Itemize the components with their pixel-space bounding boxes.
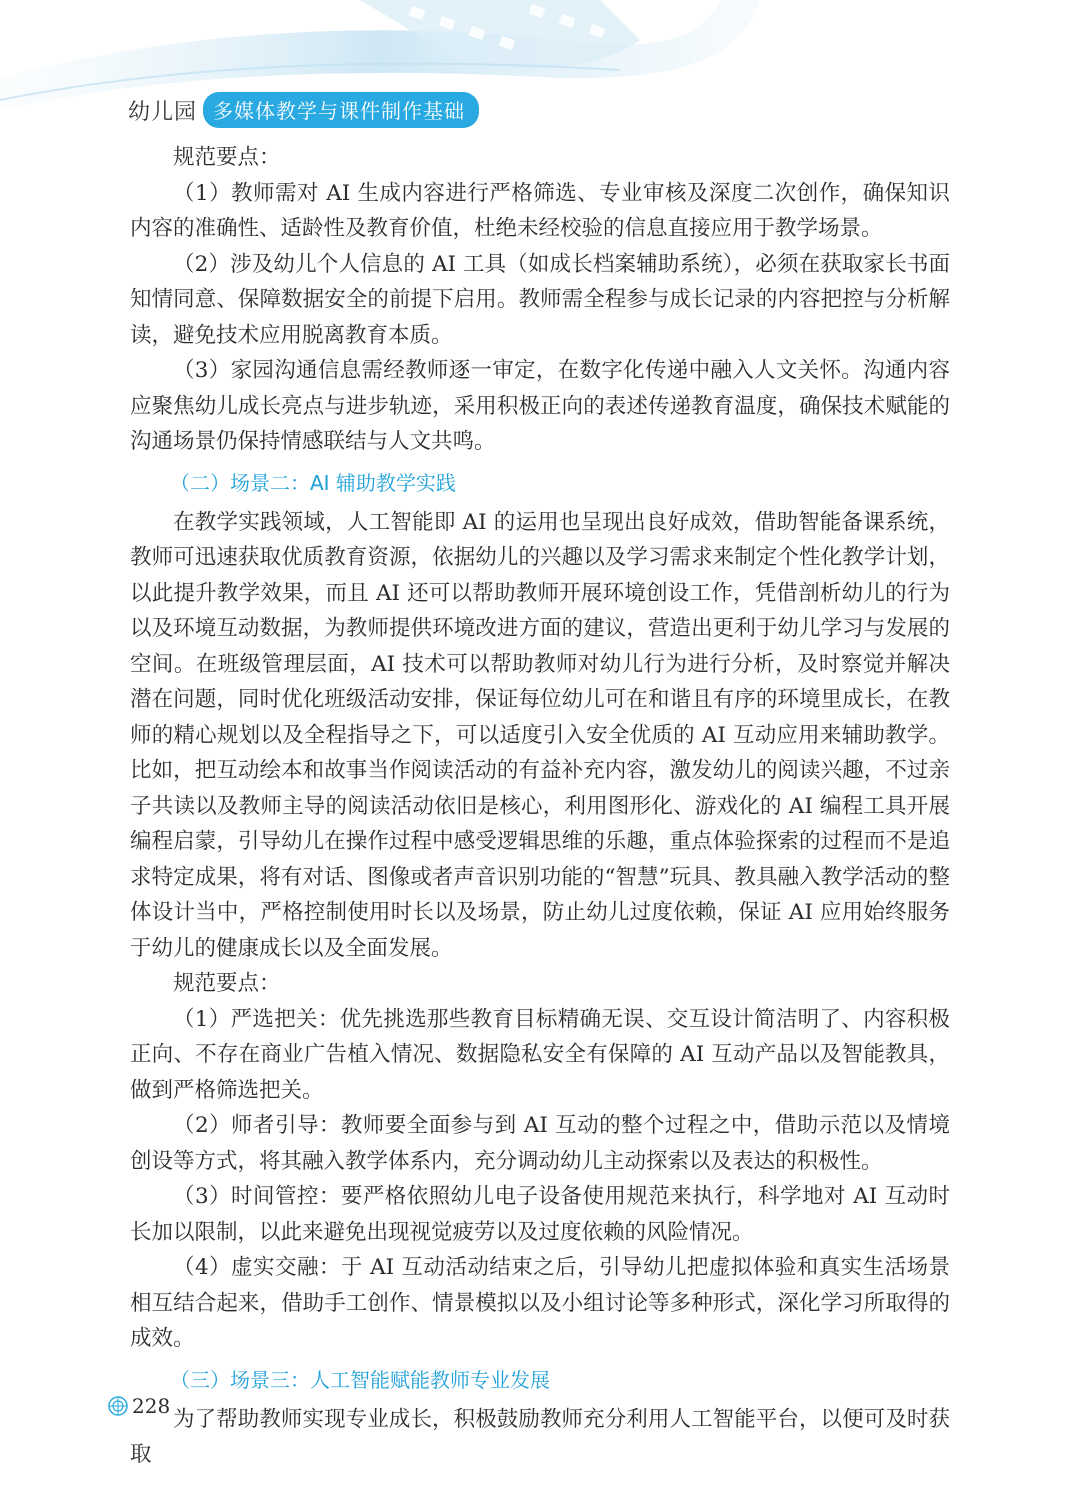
body-paragraph: （3）时间管控：要严格依照幼儿电子设备使用规范来执行，科学地对 AI 互动时长加以限制，以此来避免出现视觉疲劳以及过度依赖的风险情况。 [130,1184,950,1245]
page-footer [108,1394,170,1418]
body-paragraph: （2）师者引导：教师要全面参与到 AI 互动的整个过程之中，借助示范以及情境创设等方式，将其融入教学体系内，充分调动幼儿主动探索以及表达的积极性。 [130,1113,950,1174]
key-points-label: 规范要点： [173,145,281,170]
body-paragraph: （3）家园沟通信息需经教师逐一审定，在数字化传递中融入人文关怀。沟通内容应聚焦幼儿成长亮点与进步轨迹，采用积极正向的表述传递教育温度，确保技术赋能的沟通场景仍保持情感联结与人文共鸣。 [130,358,950,454]
section-heading: （三）场景三：人工智能赋能教师专业发展 [170,1367,550,1392]
body-paragraph: （1）教师需对 AI 生成内容进行严格筛选、专业审核及深度二次创作，确保知识内容的准确性、适龄性及教育价值，杜绝未经校验的信息直接应用于教学场景。 [130,180,950,241]
body-paragraph: 在教学实践领域，人工智能即 AI 的运用也呈现出良好成效，借助智能备课系统，教师可迅速获取优质教育资源，依据幼儿的兴趣以及学习需求来制定个性化教学计划，以此提升教学效果，而且 AI 还可以帮助教师开展环境创设工作，凭借剖析幼儿的行为以及环境互动数据，为教师提供环境改进方面的建议，营造出更利于幼儿学习与发展的空间。在班级管理层面，AI 技术可以帮助教师对幼儿行为进行分析，及时察觉并解决潜在问题，同时优化班级活动安排，保证每位幼儿可在和谐且有序的环境里成长，在教师的精心规划以及全程指导之下，可以适度引入安全优质的 AI 互动应用来辅助教学。比如，把互动绘本和故事当作阅读活动的有益补充内容，激发幼儿的阅读兴趣，不过亲子共读以及教师主导的阅读活动依旧是核心，利用图形化、游戏化的 AI 编程工具开展编程启蒙，引导幼儿在操作过程中感受逻辑思维的乐趣，重点体验探索的过程而不是追求特定成果，将有对话、图像或者声音识别功能的“智慧”玩具、教具融入教学活动的整体设计当中，严格控制使用时长以及场景，防止幼儿过度依赖，保证 AI 应用始终服务于幼儿的健康成长以及全面发展。 [130,509,950,961]
page-number: 228 [132,1394,171,1418]
page-ornament-icon [108,1396,128,1416]
body-paragraph: 为了帮助教师实现专业成长，积极鼓励教师充分利用人工智能平台，以便可及时获取 [130,1406,950,1467]
running-header [128,92,479,128]
section-heading: （二）场景二：AI 辅助教学实践 [170,470,456,495]
body-paragraph: （1）严选把关：优先挑选那些教育目标精确无误、交互设计简洁明了、内容积极正向、不存在商业广告植入情况、数据隐私安全有保障的 AI 互动产品以及智能教具，做到严格筛选把关。 [130,1006,950,1103]
body-paragraph: （4）虚实交融：于 AI 互动活动结束之后，引导幼儿把虚拟体验和真实生活场景相互结合起来，借助手工创作、情景模拟以及小组讨论等多种形式，深化学习所取得的成效。 [130,1255,950,1351]
body-paragraph: （2）涉及幼儿个人信息的 AI 工具（如成长档案辅助系统），必须在获取家长书面知情同意、保障数据安全的前提下启用。教师需全程参与成长记录的内容把控与分析解读，避免技术应用脱离教育本质。 [130,251,950,348]
header-book-title: 多媒体教学与课件制作基础 [203,92,479,128]
page-body [130,140,950,1473]
key-points-label: 规范要点： [173,971,281,996]
header-brand: 幼儿园 [128,99,198,125]
